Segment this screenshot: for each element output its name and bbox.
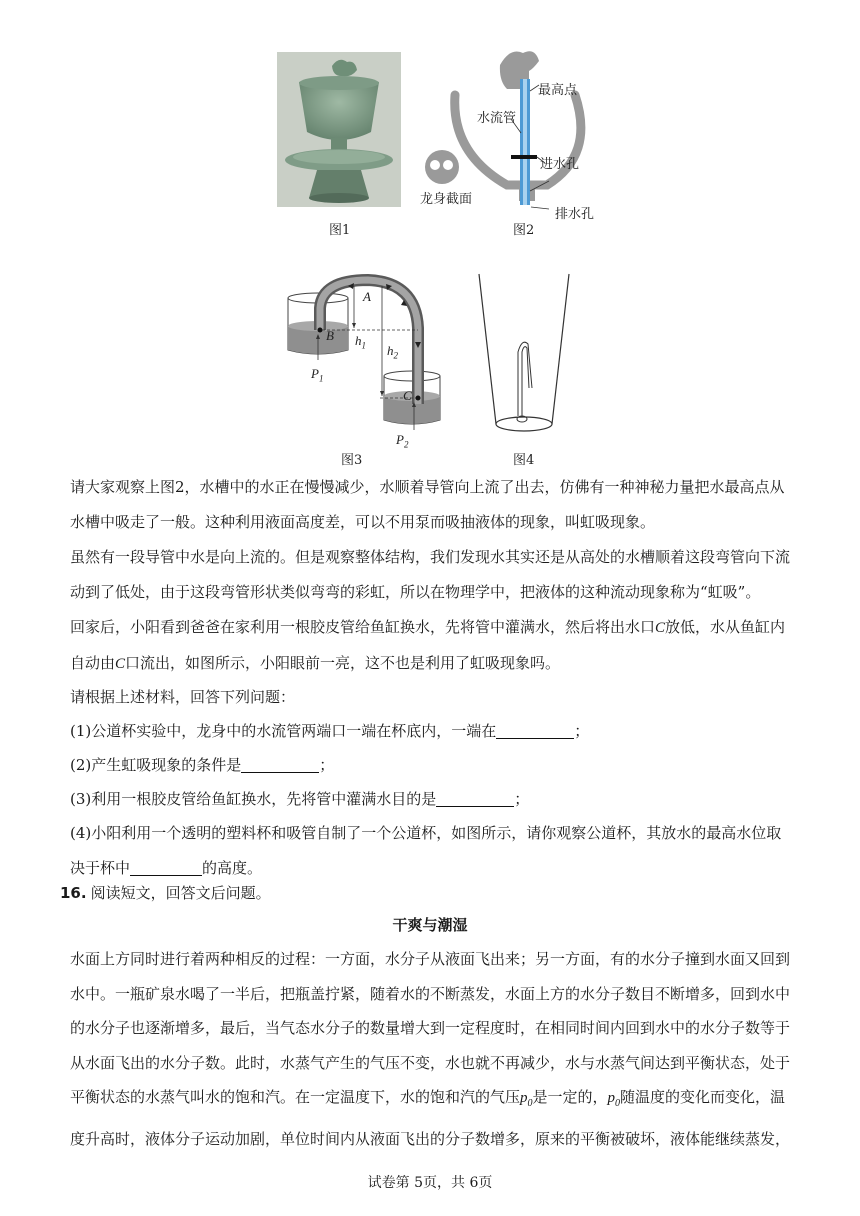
question-1: (1)公道杯实验中，龙身中的水流管两端口一端在杯底内，一端在 ； — [70, 722, 590, 740]
answer-blank-4[interactable] — [130, 857, 202, 876]
question-16-prompt: 16. 阅读短文，回答文后问题。 — [60, 884, 271, 902]
passage-paragraph-4: 请根据上述材料，回答下列问题： — [70, 688, 296, 706]
answer-blank-3[interactable] — [436, 788, 514, 807]
label-drain-hole: 排水孔 — [555, 207, 595, 222]
page-footer: 试卷第 5页，共 6页 — [367, 1175, 493, 1191]
question-3: (3)利用一根胶皮管给鱼缸换水，先将管中灌满水目的是 ； — [70, 790, 530, 808]
figure-1-photo — [277, 52, 401, 207]
label-point-c: C — [403, 388, 412, 403]
passage-paragraph-1: 请大家观察上图2，水槽中的水正在慢慢减少，水顺着导管向上流了出去，仿佛有一种神秘力量把水最高点从水槽中吸走了一般。这种利用液面高度差，可以不用泵而吸抽液体的现象，叫虹吸现象。 — [70, 478, 785, 531]
label-dragon-body-section: 龙身截面 — [420, 192, 473, 207]
label-h1: $h_1$ — [355, 333, 366, 351]
answer-blank-1[interactable] — [496, 720, 574, 739]
label-inlet-hole: 进水孔 — [540, 157, 580, 172]
label-point-b: B — [326, 328, 334, 343]
label-p2: $P_2$ — [396, 432, 409, 450]
question-4: (4)小阳利用一个透明的塑料杯和吸管自制了一个公道杯，如图所示，请你观察公道杯，其放水的最高水位取决于杯中 的高度。 — [70, 824, 782, 877]
passage-paragraph-3: 回家后，小阳看到爸爸在家利用一根胶皮管给鱼缸换水，先将管中灌满水，然后将出水口C放低，水从鱼缸内自动由C口流出，如图所示，小阳眼前一亮，这不也是利用了虹吸现象吗。 — [70, 618, 786, 672]
figure-1-caption: 图1 — [329, 223, 351, 238]
label-h2: $h_2$ — [387, 343, 398, 361]
label-water-tube: 水流管 — [477, 111, 517, 126]
question-2: (2)产生虹吸现象的条件是 ； — [70, 756, 335, 774]
figure-4-caption: 图4 — [513, 453, 535, 468]
figure-4-homemade-cup — [474, 272, 574, 442]
label-p1: $P_1$ — [311, 366, 324, 384]
label-highest-point: 最高点 — [538, 83, 578, 98]
answer-blank-2[interactable] — [241, 754, 319, 773]
label-point-a: A — [363, 289, 371, 304]
article-title: 干爽与潮湿 — [392, 916, 468, 934]
figure-2-caption: 图2 — [513, 223, 535, 238]
passage-paragraph-2: 虽然有一段导管中水是向上流的。但是观察整体结构，我们发现水其实还是从高处的水槽顺着这段弯管向下流动到了低处，由于这段弯管形状类似弯弯的彩虹，所以在物理学中，把液体的这种流动现象称为“虹吸”。 — [70, 548, 791, 601]
question-16-number: 16. — [60, 884, 87, 902]
figure-3-caption: 图3 — [341, 453, 363, 468]
article-body: 水面上方同时进行着两种相反的过程：一方面，水分子从液面飞出来；另一方面，有的水分子撞到水面又回到水中。一瓶矿泉水喝了一半后，把瓶盖拧紧，随着水的不断蒸发，水面上方的水分子数目不断增多，回到水中的水分子也逐渐增多，最后，当气态水分子的数量增大到一定程度时，在相同时间内回到水中的水分子数等于从水面飞出的水分子数。此时，水蒸气产生的气压不变，水也就不再减少，水与水蒸气间达到平衡状态，处于平衡状态的水蒸气叫水的饱和汽。在一定温度下，水的饱和汽的气压$p_0$是一定的，$p_0$随温度的变化而变化，温度升高时，液体分子运动加剧，单位时间内从液面飞出的分子数增多，原来的平衡被破坏，液体能继续蒸发， — [70, 950, 791, 1148]
